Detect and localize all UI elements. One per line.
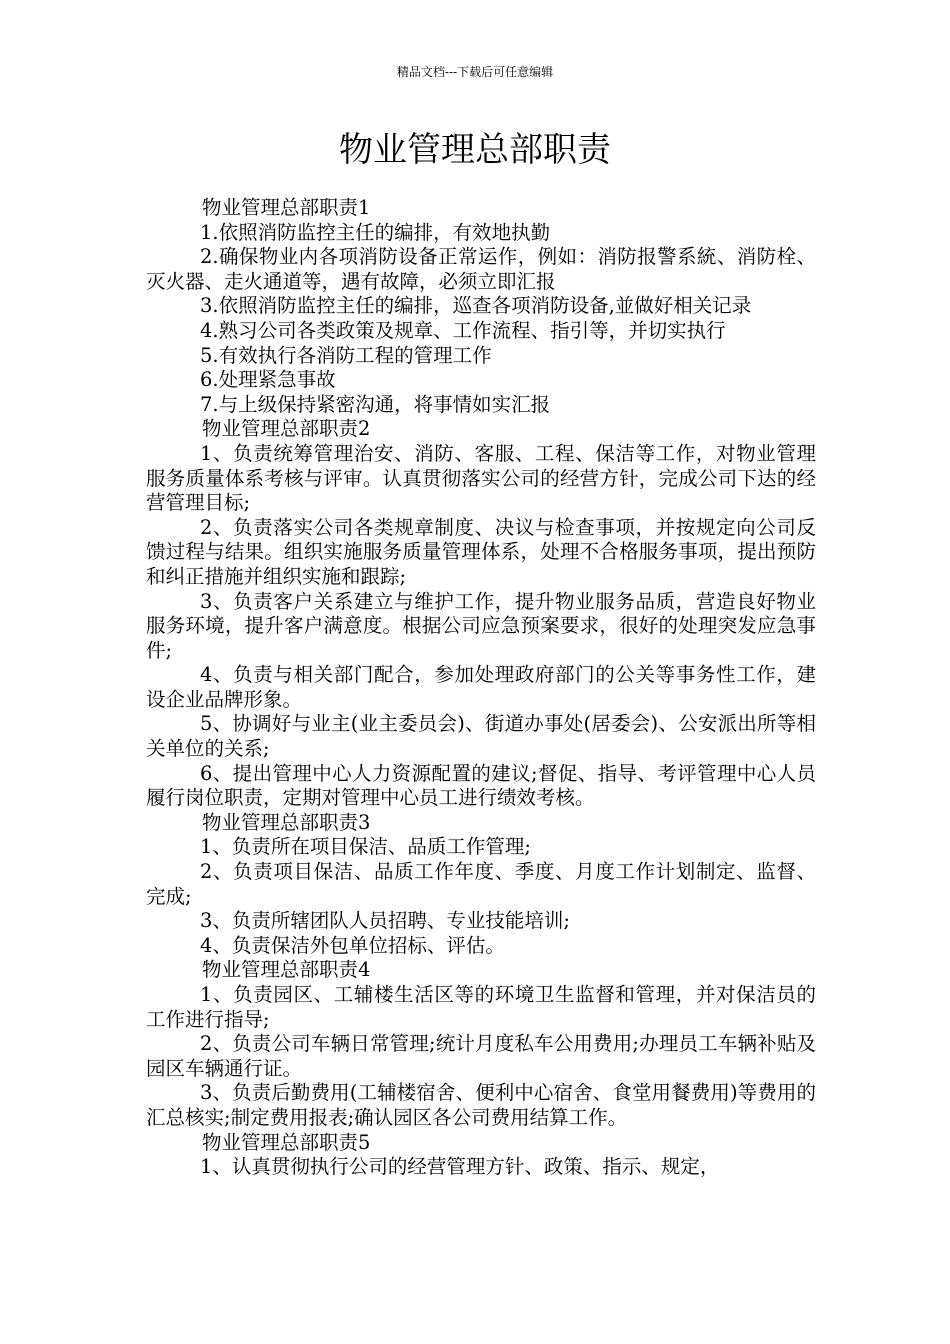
paragraph: 7.与上级保持紧密沟通，将事情如实汇报 — [200, 392, 551, 416]
paragraph: 2、负责公司车辆日常管理;统计月度私车公用费用;办理员工车辆补贴及园区车辆通行证。 — [146, 1032, 816, 1080]
paragraph: 1、负责园区、工辅楼生活区等的环境卫生监督和管理，并对保洁员的工作进行指导; — [146, 983, 816, 1031]
paragraph: 5.有效执行各消防工程的管理工作 — [200, 343, 492, 367]
paragraph: 6、提出管理中心人力资源配置的建议;督促、指导、考评管理中心人员履行岗位职责，定期对管理中心员工进行绩效考核。 — [146, 761, 816, 810]
paragraph: 2、负责项目保洁、品质工作年度、季度、月度工作计划制定、监督、完成; — [146, 860, 816, 908]
paragraph: 3.依照消防监控主任的编排，巡查各项消防设备,並做好相关记录 — [200, 294, 752, 318]
paragraph: 3、负责后勤费用(工辅楼宿舍、便利中心宿舍、食堂用餐费用)等费用的汇总核实;制定费用报表;确认园区各公司费用结算工作。 — [146, 1081, 816, 1129]
paragraph: 1、负责所在项目保洁、品质工作管理; — [200, 835, 531, 859]
section-heading-5: 物业管理总部职责5 — [202, 1130, 371, 1154]
section-heading-1: 物业管理总部职责1 — [202, 196, 371, 219]
paragraph: 1、认真贯彻执行公司的经营管理方针、政策、指示、规定， — [200, 1155, 720, 1179]
paragraph: 1、负责统筹管理治安、消防、客服、工程、保洁等工作，对物业管理服务质量体系考核与评审。认真贯彻落实公司的经营方针，完成公司下达的经营管理目标; — [146, 441, 816, 515]
section-heading-4: 物业管理总部职责4 — [202, 958, 371, 982]
page-header: 精品文档---下载后可任意编辑 — [396, 65, 554, 79]
paragraph: 1.依照消防监控主任的编排，有效地执勤 — [200, 220, 551, 244]
paragraph: 5、协调好与业主(业主委员会)、街道办事处(居委会)、公安派出所等相关单位的关系; — [146, 712, 816, 761]
paragraph: 4、负责保洁外包单位招标、评估。 — [200, 933, 505, 957]
paragraph: 2.确保物业内各项消防设备正常运作，例如：消防报警系統、消防栓、灭火器、走火通道等，遇有故障，必须立即汇报 — [146, 245, 816, 293]
document-title: 物业管理总部职责 — [339, 130, 611, 170]
paragraph: 2、负责落实公司各类规章制度、决议与检查事项，并按规定向公司反馈过程与结果。组织实施服务质量管理体系，处理不合格服务事项，提出预防和纠正措施并组织实施和跟踪; — [146, 515, 816, 588]
paragraph: 3、负责客户关系建立与维护工作，提升物业服务品质，营造良好物业服务环境，提升客户满意度。根据公司应急预案要求，很好的处理突发应急事件; — [146, 589, 816, 662]
section-heading-3: 物业管理总部职责3 — [202, 810, 371, 834]
paragraph: 4、负责与相关部门配合，参加处理政府部门的公关等事务性工作，建设企业品牌形象。 — [146, 663, 816, 711]
document-body — [146, 196, 816, 1180]
paragraph: 3、负责所辖团队人员招聘、专业技能培训; — [200, 909, 570, 933]
paragraph: 4.熟习公司各类政策及规章、工作流程、指引等，并切实执行 — [200, 318, 726, 342]
paragraph: 6.处理紧急事故 — [200, 368, 336, 392]
section-heading-2: 物业管理总部职责2 — [202, 417, 371, 441]
